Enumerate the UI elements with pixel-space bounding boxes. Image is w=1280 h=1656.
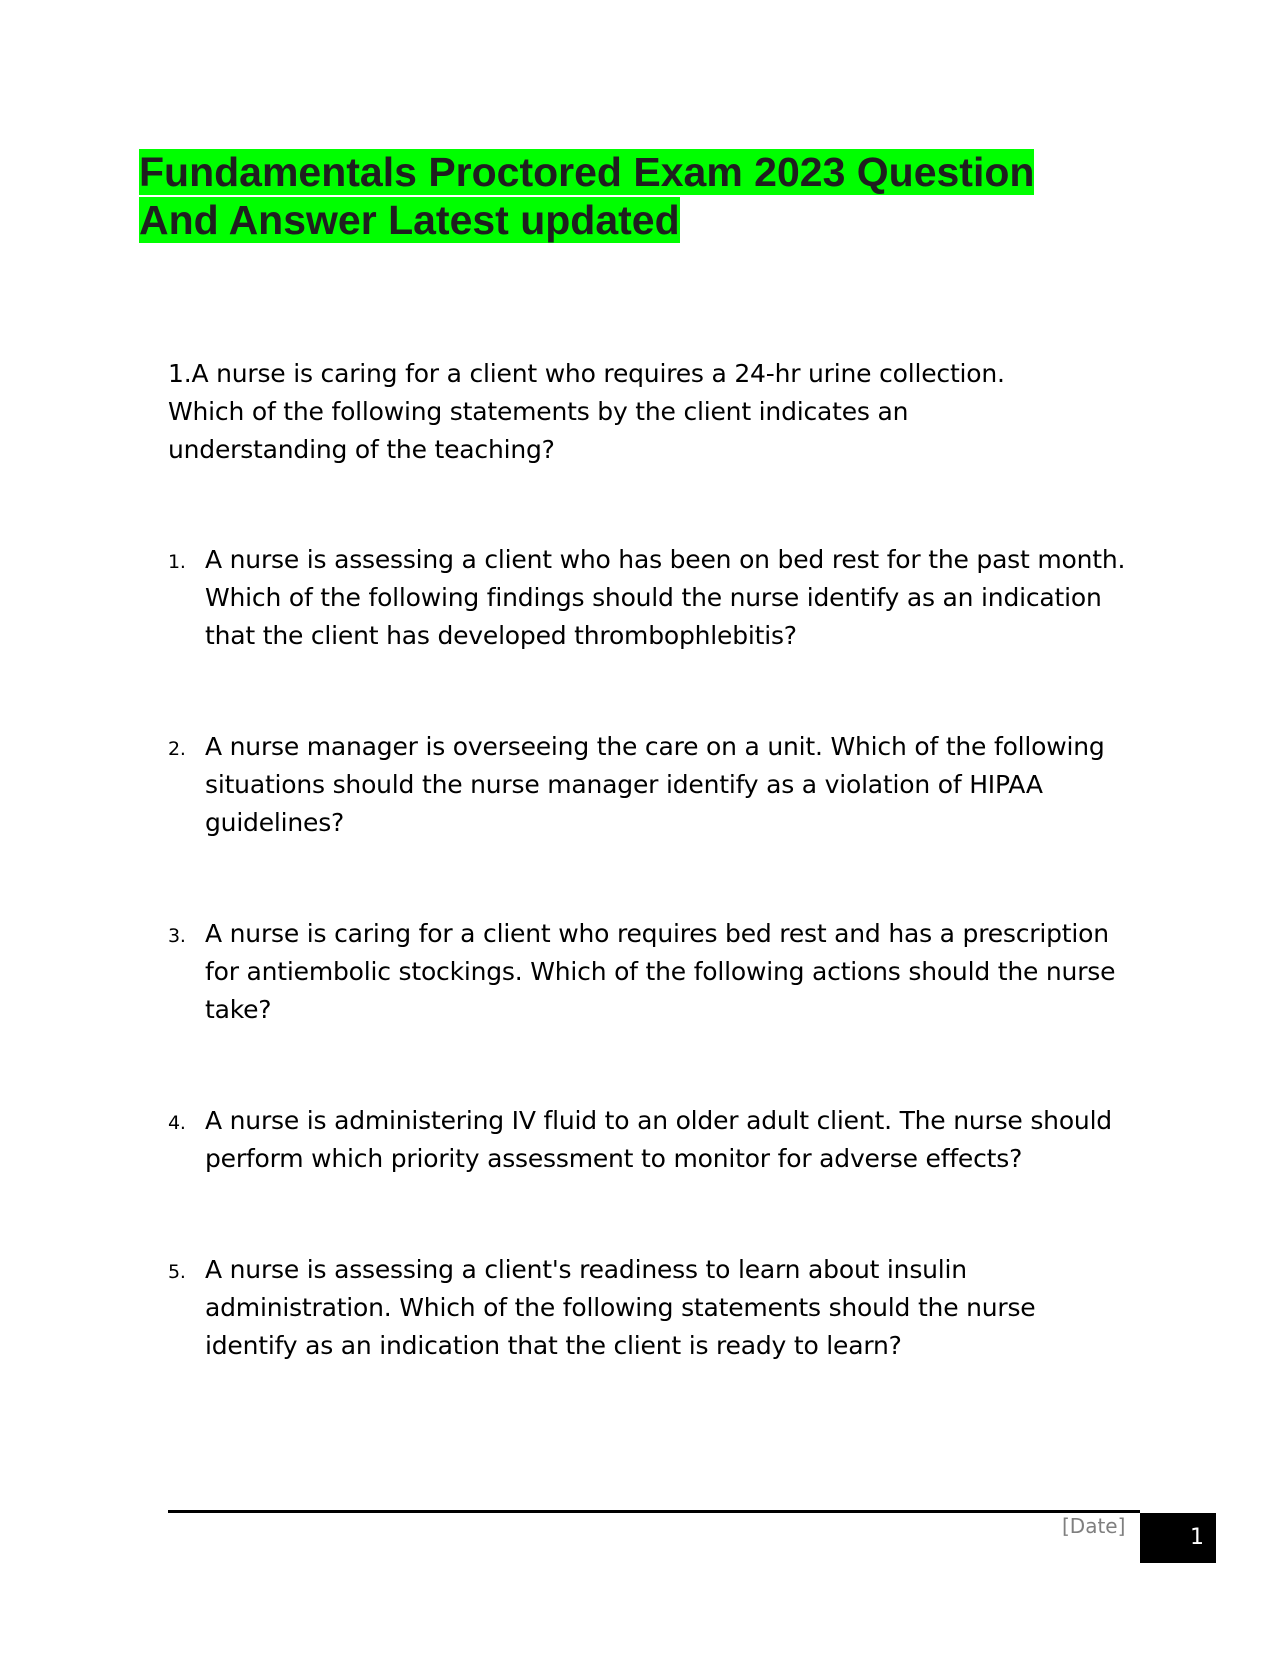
question-item [168, 728, 1128, 842]
question-item [168, 541, 1128, 655]
document-title [139, 148, 1099, 244]
question-number: 4. [168, 1112, 186, 1134]
question-item [168, 1102, 1128, 1178]
question-number: 3. [168, 925, 186, 947]
question-number: 2. [168, 738, 186, 760]
question-text: A nurse is administering IV fluid to an older adult client. The nurse should perform which priority assessment to monitor for adverse effects? [205, 1106, 1112, 1173]
page-number: 1 [1190, 1525, 1204, 1550]
question-text: A nurse is assessing a client's readiness to learn about insulin administration. Which of the following statements should the nurse identify as an indication that the client is ready to learn? [205, 1255, 1036, 1360]
question-text: A nurse is assessing a client who has been on bed rest for the past month. Which of the following findings should the nurse identify as an indication that the client has developed thrombophlebitis? [205, 545, 1126, 650]
footer-date: [Date] [1062, 1514, 1126, 1538]
intro-question: 1.A nurse is caring for a client who requires a 24-hr urine collection. Which of the following statements by the client indicates an understanding of the teaching? [168, 359, 1005, 464]
question-text: A nurse manager is overseeing the care on a unit. Which of the following situations should the nurse manager identify as a violation of HIPAA guidelines? [205, 732, 1105, 837]
question-number: 1. [168, 551, 186, 573]
footer-divider [168, 1510, 1140, 1513]
question-item [168, 1251, 1128, 1365]
title-line-1: Fundamentals Proctored Exam 2023 Question [139, 149, 1035, 195]
page-number-box [1140, 1513, 1216, 1563]
question-list [168, 541, 1128, 1365]
question-item [168, 915, 1128, 1029]
question-text: A nurse is caring for a client who requires bed rest and has a prescription for antiembolic stockings. Which of the following actions should the nurse take? [205, 919, 1116, 1024]
question-number: 5. [168, 1261, 186, 1283]
title-line-2: And Answer Latest updated [139, 197, 680, 243]
